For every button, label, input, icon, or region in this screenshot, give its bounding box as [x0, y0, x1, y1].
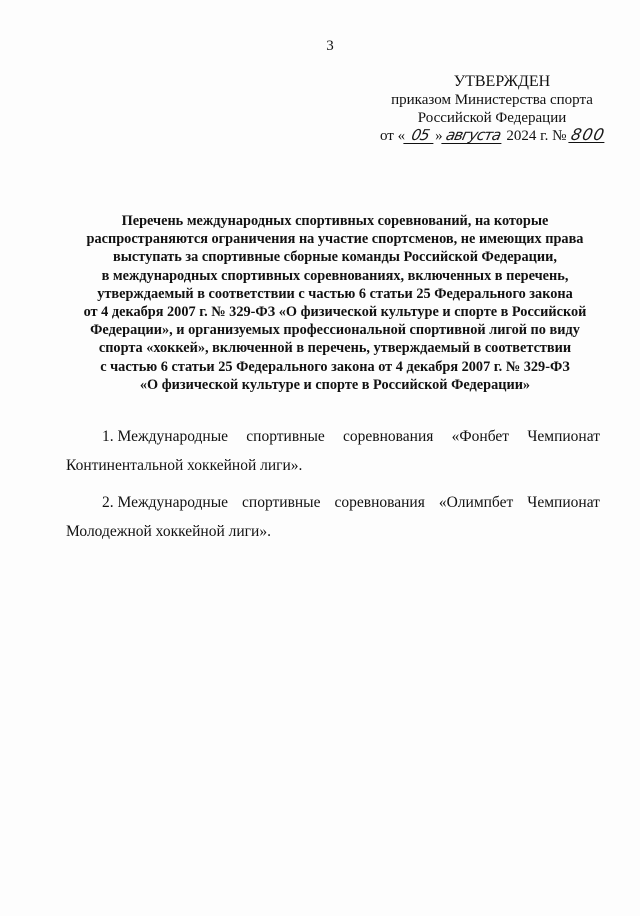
date-quote-close: »: [435, 128, 443, 144]
approval-heading: УТВЕРЖДЕН: [453, 73, 551, 90]
list-item-word: соревнования: [343, 428, 434, 445]
list-item-continuation: Континентальной хоккейной лиги».: [66, 457, 303, 474]
handwritten-day: 05: [403, 128, 436, 144]
approval-line-2: Российской Федерации: [417, 110, 567, 126]
list-item-word: «Олимпбет: [438, 494, 514, 511]
handwritten-month: августа: [441, 128, 504, 144]
date-year-text: 2024 г. №: [506, 128, 567, 144]
list-item: [66, 422, 600, 480]
list-item-word: 2. Международные: [102, 494, 229, 511]
page-number: 3: [326, 38, 334, 54]
title-line: «О физической культуре и спорте в Российской Федерации»: [139, 376, 531, 393]
title-line: выступать за спортивные сборные команды Российской Федерации,: [113, 249, 557, 266]
competition-list: [66, 422, 600, 554]
date-prefix: от «: [380, 128, 406, 144]
approval-block: [372, 73, 612, 145]
title-line: спорта «хоккей», включенной в перечень, утверждаемый в соответствии: [98, 340, 572, 357]
list-item-word: соревнования: [334, 494, 425, 511]
title-line: утверждаемый в соответствии с частью 6 статьи 25 Федерального закона: [97, 285, 573, 302]
list-item-first-line: [66, 422, 600, 451]
approval-date-line: [372, 127, 612, 145]
handwritten-order-number: 800: [569, 125, 608, 144]
list-item-word: спортивные: [246, 428, 325, 445]
list-item: [66, 488, 600, 546]
list-item-word: «Фонбет: [451, 428, 510, 445]
list-item-word: 1. Международные: [102, 428, 229, 445]
list-item-word: Чемпионат: [527, 428, 600, 445]
list-item-first-line: [66, 488, 600, 517]
title-line: распространяются ограничения на участие спортсменов, не имеющих права: [86, 231, 584, 248]
approval-line-1: приказом Министерства спорта: [391, 92, 593, 108]
list-item-word: Чемпионат: [527, 494, 600, 511]
list-item-continuation: Молодежной хоккейной лиги».: [66, 523, 271, 540]
title-line: Федерации», и организуемых профессиональной спортивной лигой по виду: [90, 322, 580, 339]
list-item-word: спортивные: [242, 494, 321, 511]
title-line: от 4 декабря 2007 г. № 329-ФЗ «О физической культуре и спорте в Российской: [83, 304, 587, 321]
title-line: Перечень международных спортивных соревнований, на которые: [121, 213, 549, 229]
title-line: в международных спортивных соревнованиях, включенных в перечень,: [101, 267, 569, 284]
title-line: с частью 6 статьи 25 Федерального закона от 4 декабря 2007 г. № 329-ФЗ: [100, 358, 570, 375]
document-title: [40, 212, 630, 394]
